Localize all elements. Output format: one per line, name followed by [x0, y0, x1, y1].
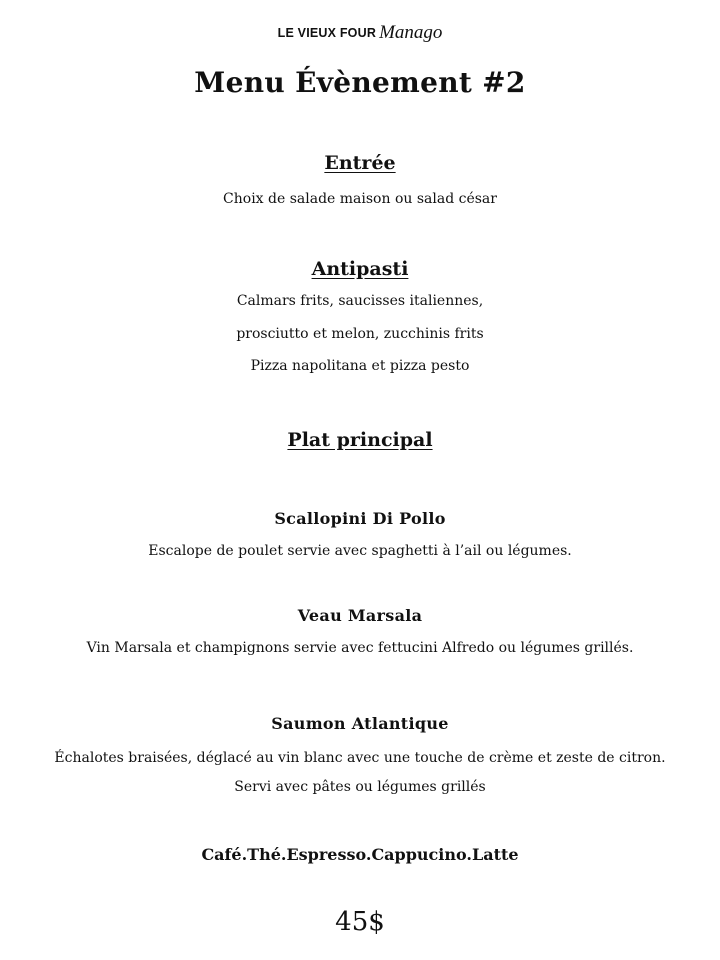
- entree-line: Choix de salade maison ou salad césar: [223, 191, 497, 207]
- logo-script-text: Manago: [379, 22, 443, 43]
- logo-text: LE VIEUX FOUR: [277, 26, 377, 40]
- section-heading-antipasti: Antipasti: [311, 258, 409, 280]
- antipasti-line: Pizza napolitana et pizza pesto: [250, 358, 470, 374]
- antipasti-line: prosciutto et melon, zucchinis frits: [236, 326, 484, 342]
- section-heading-entree: Entrée: [324, 152, 396, 174]
- restaurant-logo: [0, 22, 720, 44]
- drinks-list: Café.Thé.Espresso.Cappucino.Latte: [201, 845, 519, 864]
- dish-description: Escalope de poulet servie avec spaghetti à l’ail ou légumes.: [148, 543, 572, 559]
- dish-description: Servi avec pâtes ou légumes grillés: [234, 779, 486, 795]
- section-heading-plat-principal: Plat principal: [287, 429, 433, 451]
- dish-name-scallopini: Scallopini Di Pollo: [274, 509, 446, 528]
- dish-name-saumon: Saumon Atlantique: [271, 714, 449, 733]
- dish-name-veau-marsala: Veau Marsala: [297, 606, 423, 625]
- page-title: Menu Évènement #2: [194, 66, 526, 99]
- dish-description: Vin Marsala et champignons servie avec fettucini Alfredo ou légumes grillés.: [86, 640, 634, 656]
- menu-price: 45$: [335, 907, 385, 937]
- antipasti-line: Calmars frits, saucisses italiennes,: [236, 293, 484, 309]
- dish-description: Échalotes braisées, déglacé au vin blanc avec une touche de crème et zeste de citron.: [54, 750, 666, 766]
